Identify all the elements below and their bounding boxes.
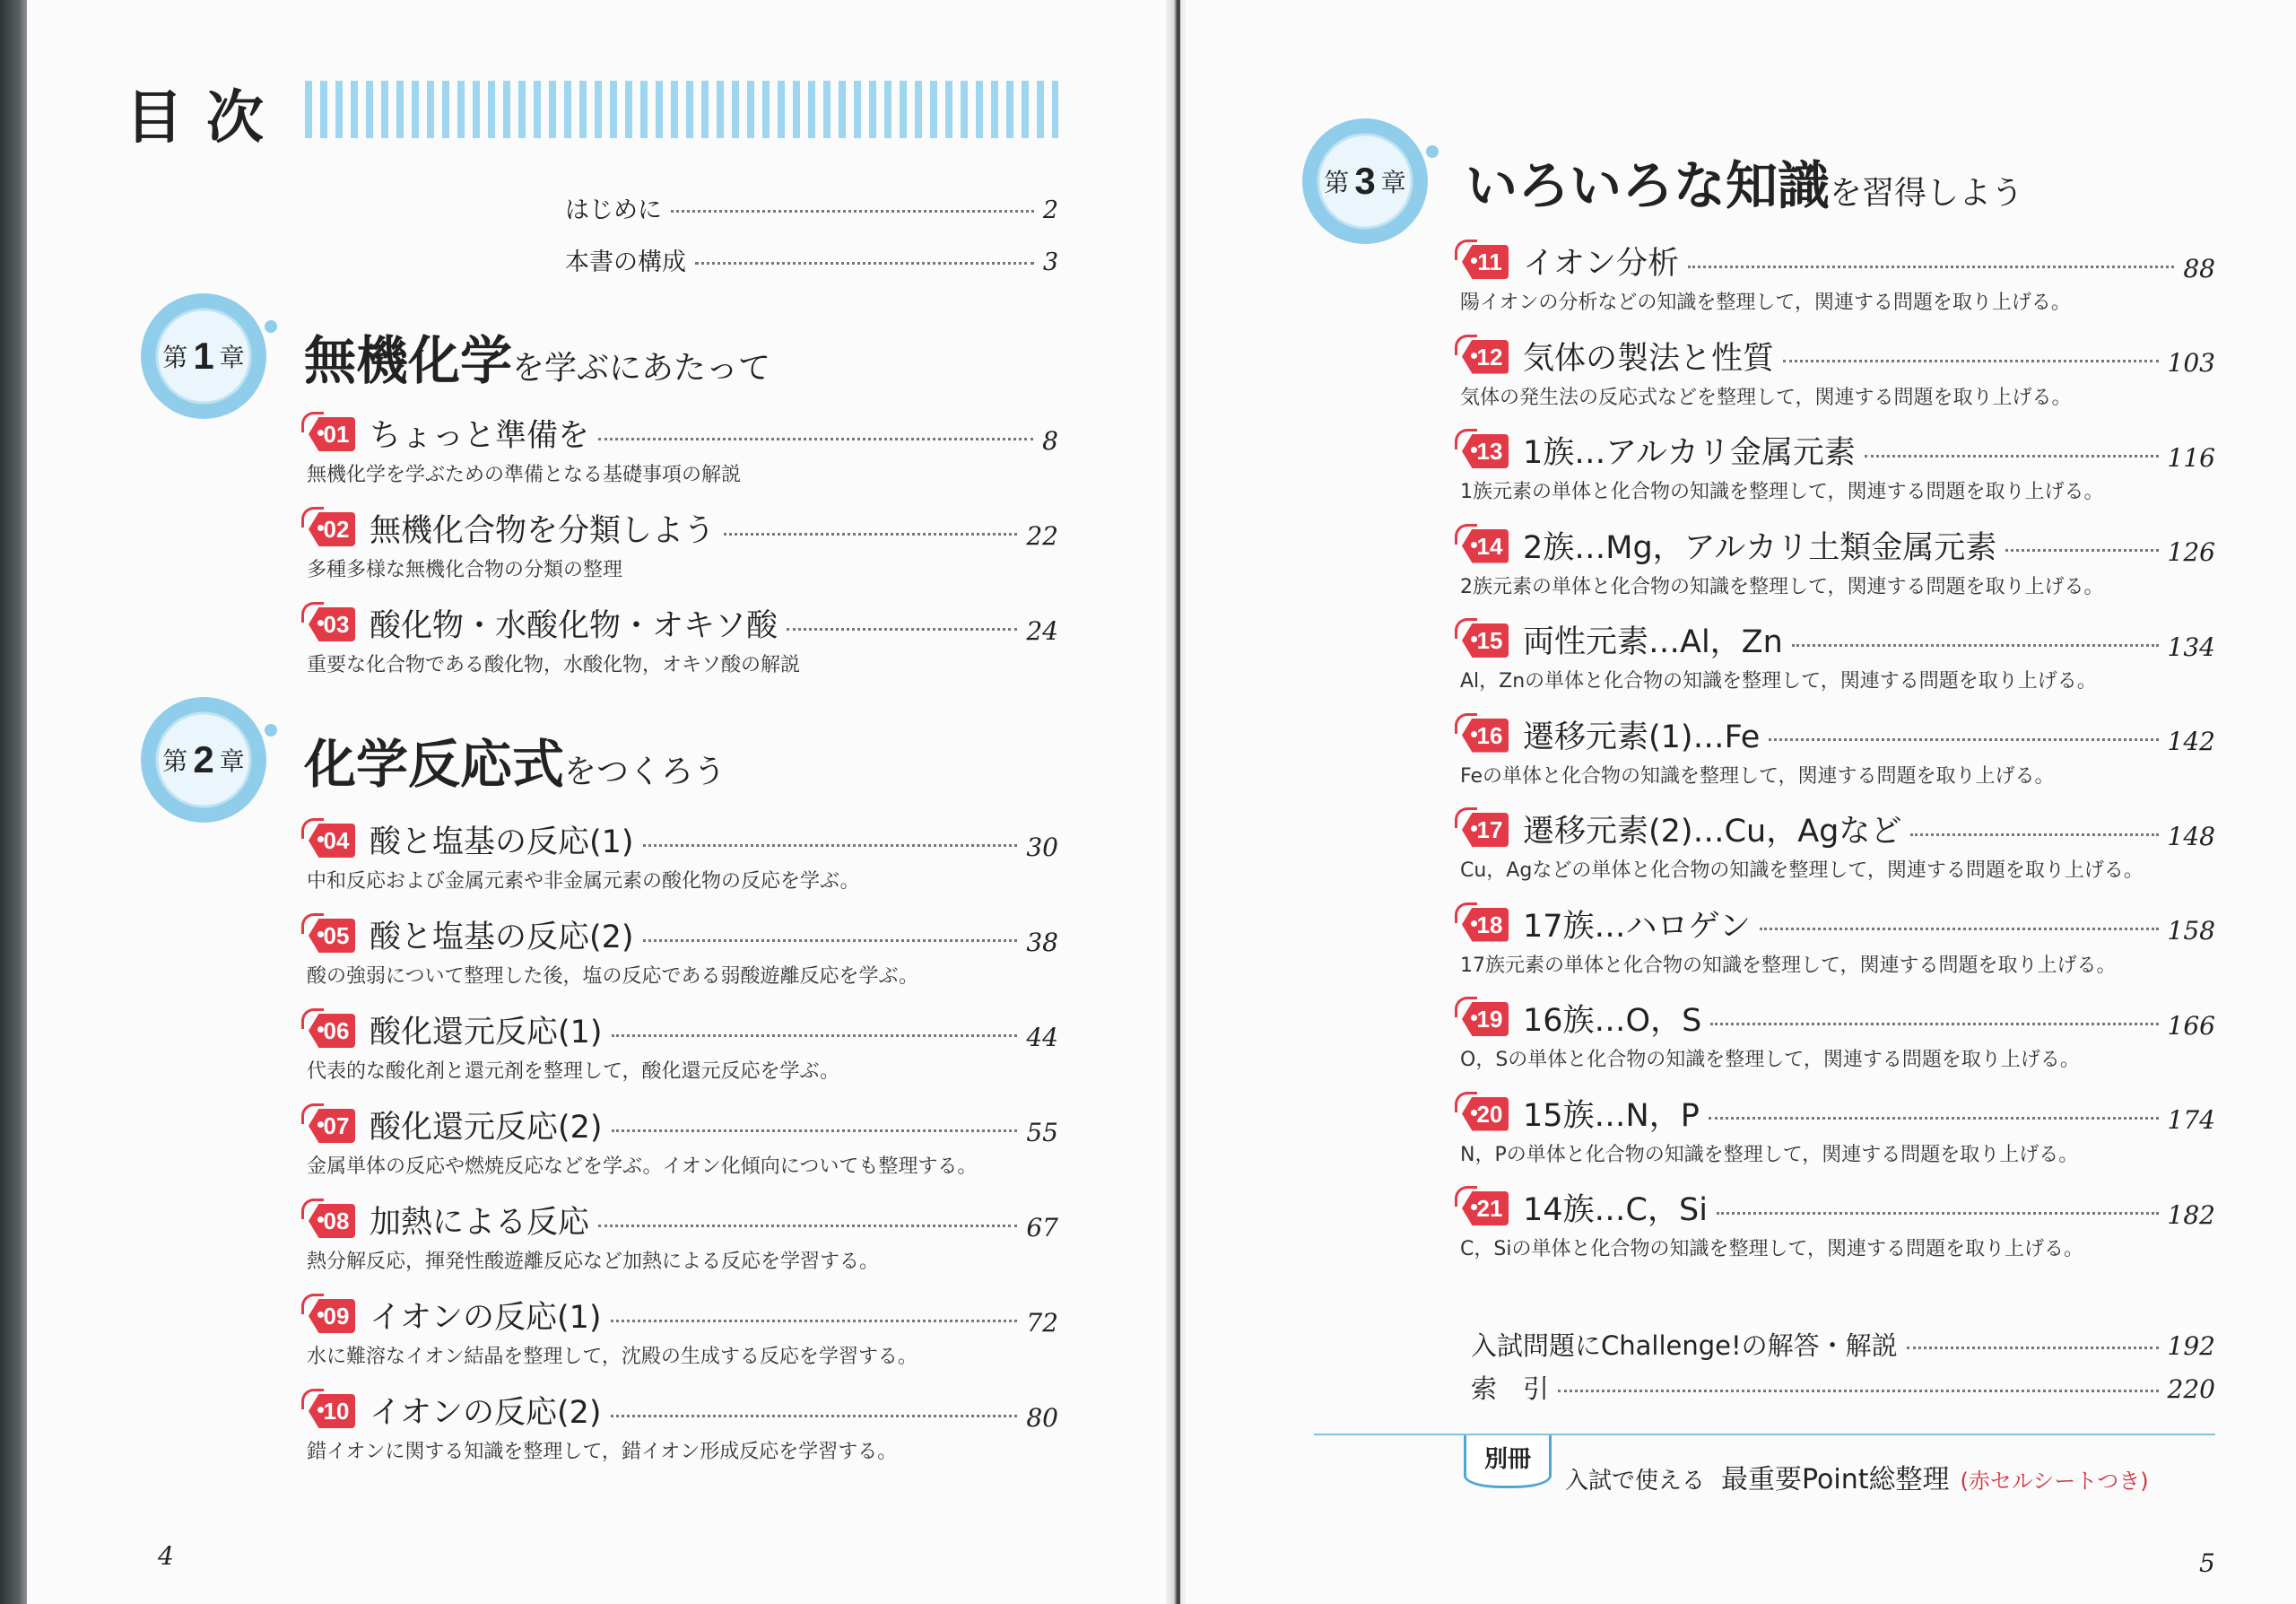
misc-row[interactable] <box>1471 1326 2215 1363</box>
toc-entry[interactable] <box>1455 996 2215 1072</box>
section-number-tag-icon: 02 <box>301 510 355 546</box>
leader-dots <box>1792 644 2159 647</box>
entry-description: 錯イオンに関する知識を整理して，錯イオン形成反応を学習する。 <box>307 1441 898 1463</box>
leader-dots <box>598 438 1033 440</box>
leader-dots <box>611 1415 1018 1417</box>
page-ref: 134 <box>2167 632 2215 662</box>
leader-dots <box>1558 1390 2159 1392</box>
entry-description: N，Pの単体と化合物の知識を整理して，関連する問題を取り上げる。 <box>1460 1143 2079 1166</box>
entry-title: 14族…C，Si <box>1523 1192 1708 1228</box>
misc-label: 入試問題にChallenge!の解答・解説 <box>1471 1330 1898 1361</box>
section-number-tag-icon: 10 <box>301 1392 355 1428</box>
leader-dots <box>724 533 1017 536</box>
entry-title: 酸と塩基の反応(2) <box>370 920 634 955</box>
chapter-title: 無機化学を学ぶにあたって <box>304 330 771 391</box>
page-ref: 182 <box>2167 1199 2215 1230</box>
leader-dots <box>1710 1023 2158 1025</box>
entry-title: 気体の製法と性質 <box>1523 340 1775 377</box>
leader-dots <box>1709 1117 2159 1120</box>
leader-dots <box>1783 360 2159 362</box>
entry-description: 中和反応および金属元素や非金属元素の酸化物の反応を学ぶ。 <box>307 870 860 893</box>
entry-title: 16族…O，S <box>1523 1003 1702 1039</box>
book-edge <box>0 0 27 1604</box>
leader-dots <box>643 939 1018 942</box>
toc-entry[interactable] <box>1455 334 2215 410</box>
entry-description: Feの単体と化合物の知識を整理して，関連する問題を取り上げる。 <box>1460 764 2055 788</box>
toc-entry[interactable] <box>301 411 1058 487</box>
chapter-2-heading[interactable] <box>141 697 726 823</box>
entry-description: 重要な化合物である酸化物，水酸化物，オキソ酸の解説 <box>307 654 801 676</box>
leader-dots <box>598 1225 1017 1227</box>
entry-title: 遷移元素(2)…Cu，Agなど <box>1523 814 1902 850</box>
chapter-badge: 第 1 章 <box>141 293 266 419</box>
leader-dots <box>695 262 1034 265</box>
section-number-tag-icon: 11 <box>1455 243 1509 279</box>
leader-dots <box>643 844 1018 847</box>
entry-description: 陽イオンの分析などの知識を整理して，関連する問題を取り上げる。 <box>1460 292 2071 314</box>
entry-title: 無機化合物を分類しよう <box>370 513 716 549</box>
chapter-1-heading[interactable] <box>141 293 770 419</box>
bessatsu-label: 別冊 <box>1483 1446 1531 1473</box>
page-ref: 166 <box>2167 1010 2215 1041</box>
section-number-tag-icon: 04 <box>301 822 355 858</box>
section-number-tag-icon: 06 <box>301 1012 355 1048</box>
page-ref: 88 <box>2183 253 2215 283</box>
leader-dots <box>611 1320 1018 1322</box>
page-ref: 174 <box>2167 1105 2215 1135</box>
page-ref: 72 <box>1026 1307 1058 1338</box>
page-ref: 148 <box>2167 821 2215 851</box>
entry-title: 加熱による反応 <box>370 1205 590 1241</box>
page-ref: 158 <box>2167 916 2215 946</box>
misc-row[interactable] <box>1471 1369 2215 1406</box>
entry-description: 代表的な酸化剤と還元剤を整理して，酸化還元反応を学ぶ。 <box>307 1060 840 1083</box>
intro-label: 本書の構成 <box>565 248 686 276</box>
section-number-tag-icon: 01 <box>301 415 355 451</box>
entry-description: 気体の発生法の反応式などを整理して，関連する問題を取り上げる。 <box>1460 386 2072 409</box>
toc-entry[interactable] <box>1455 1185 2215 1261</box>
toc-intro-row[interactable] <box>565 242 1058 277</box>
page-ref: 2 <box>1042 196 1058 224</box>
toc-entry[interactable] <box>301 506 1058 582</box>
chapter-badge: 第 2 章 <box>141 697 266 823</box>
page-ref: 24 <box>1026 615 1058 646</box>
page-number-right: 5 <box>2199 1548 2215 1578</box>
entry-description: 17族元素の単体と化合物の知識を整理して，関連する問題を取り上げる。 <box>1460 954 2117 977</box>
toc-entry[interactable] <box>301 1103 1058 1179</box>
leader-dots <box>1907 1347 2159 1349</box>
entry-description: 2族元素の単体と化合物の知識を整理して，関連する問題を取り上げる。 <box>1460 575 2104 598</box>
section-number-tag-icon: 05 <box>301 917 355 953</box>
toc-entry[interactable] <box>301 1293 1058 1369</box>
title-stripes <box>305 81 1058 138</box>
entry-description: Al，Znの単体と化合物の知識を整理して，関連する問題を取り上げる。 <box>1460 670 2097 693</box>
leader-dots <box>1717 1212 2159 1215</box>
section-number-tag-icon: 12 <box>1455 338 1509 374</box>
chapter-title: いろいろな知識を習得しよう <box>1465 155 2024 216</box>
toc-entry[interactable] <box>301 1198 1058 1274</box>
page-ref: 22 <box>1026 520 1058 551</box>
section-number-tag-icon: 03 <box>301 606 355 641</box>
entry-title: イオンの反応(1) <box>370 1300 602 1336</box>
section-number-tag-icon: 16 <box>1455 717 1509 753</box>
section-number-tag-icon: 17 <box>1455 811 1509 847</box>
leader-dots <box>787 628 1017 631</box>
section-number-tag-icon: 20 <box>1455 1095 1509 1131</box>
entry-title: 遷移元素(1)…Fe <box>1523 719 1761 755</box>
toc-entry[interactable] <box>1455 712 2215 789</box>
section-number-tag-icon: 08 <box>301 1202 355 1238</box>
gutter-line <box>1177 0 1180 1604</box>
page-ref: 55 <box>1026 1117 1058 1147</box>
entry-title: 両性元素…Al，Zn <box>1523 624 1783 660</box>
toc-entry[interactable] <box>1455 523 2215 599</box>
entry-title: 1族…アルカリ金属元素 <box>1523 435 1856 471</box>
entry-description: 酸の強弱について整理した後，塩の反応である弱酸遊離反応を学ぶ。 <box>307 965 919 988</box>
chapter-3-heading[interactable] <box>1302 118 2023 244</box>
leader-dots <box>1688 266 2174 268</box>
page-ref: 220 <box>2167 1374 2215 1404</box>
page-ref: 8 <box>1042 425 1058 456</box>
page-ref: 142 <box>2167 727 2215 756</box>
leader-dots <box>1910 833 2158 836</box>
toc-entry[interactable] <box>301 1388 1058 1464</box>
entry-title: 2族…Mg，アルカリ土類金属元素 <box>1523 529 1997 566</box>
toc-entry[interactable] <box>301 1007 1058 1084</box>
entry-title: 17族…ハロゲン <box>1523 908 1751 945</box>
chapter-badge: 第 3 章 <box>1302 118 1428 244</box>
section-number-tag-icon: 14 <box>1455 527 1509 563</box>
page-ref: 30 <box>1026 832 1058 862</box>
entry-description: 水に難溶なイオン結晶を整理して，沈殿の生成する反応を学習する。 <box>307 1346 918 1368</box>
toc-title: 目次 <box>126 85 287 152</box>
section-divider <box>1314 1434 2215 1435</box>
toc-entry[interactable] <box>301 817 1058 894</box>
entry-title: ちょっと準備を <box>370 418 590 454</box>
entry-description: C，Siの単体と化合物の知識を整理して，関連する問題を取り上げる。 <box>1460 1238 2084 1260</box>
page-ref: 67 <box>1026 1212 1058 1242</box>
toc-intro-row[interactable] <box>565 190 1058 225</box>
bessatsu-description <box>1565 1457 2149 1496</box>
entry-title: 酸化還元反応(2) <box>370 1110 603 1146</box>
section-number-tag-icon: 15 <box>1455 622 1509 658</box>
section-number-tag-icon: 13 <box>1455 432 1509 468</box>
toc-entry[interactable] <box>301 912 1058 989</box>
leader-dots <box>2005 549 2158 552</box>
leader-dots <box>612 1129 1018 1132</box>
chapter-title: 化学反応式をつくろう <box>304 734 726 795</box>
entry-description: 多種多様な無機化合物の分類の整理 <box>307 559 623 581</box>
toc-entry[interactable] <box>1455 806 2215 883</box>
page-ref: 116 <box>2167 442 2215 473</box>
book-gutter <box>1166 0 1186 1604</box>
page-ref: 3 <box>1042 248 1058 276</box>
bessatsu-book-icon <box>1464 1435 1552 1488</box>
section-number-tag-icon: 18 <box>1455 906 1509 942</box>
entry-description: 熱分解反応，揮発性酸遊離反応など加熱による反応を学習する。 <box>307 1251 880 1273</box>
misc-label: 索 引 <box>1471 1373 1550 1404</box>
toc-entry[interactable] <box>1455 902 2215 978</box>
section-number-tag-icon: 07 <box>301 1107 355 1143</box>
bessatsu-note: (赤セルシートつき) <box>1960 1469 2149 1494</box>
toc-entry[interactable] <box>301 601 1058 677</box>
page-ref: 80 <box>1026 1402 1058 1433</box>
entry-title: 酸化還元反応(1) <box>370 1015 603 1050</box>
leader-dots <box>612 1034 1018 1037</box>
page-ref: 126 <box>2167 537 2215 567</box>
toc-entry[interactable] <box>1455 617 2215 693</box>
leader-dots <box>1769 738 2158 741</box>
leader-dots <box>1760 928 2159 930</box>
page-ref: 192 <box>2167 1331 2215 1361</box>
intro-label: はじめに <box>565 196 662 224</box>
section-number-tag-icon: 21 <box>1455 1190 1509 1225</box>
leader-dots <box>1865 455 2159 458</box>
toc-entry[interactable] <box>1455 239 2215 315</box>
entry-description: 金属単体の反応や燃焼反応などを学ぶ。イオン化傾向についても整理する。 <box>307 1155 978 1178</box>
section-number-tag-icon: 19 <box>1455 1000 1509 1036</box>
entry-title: イオンの反応(2) <box>370 1395 602 1431</box>
entry-title: 酸と塩基の反応(1) <box>370 824 634 860</box>
section-number-tag-icon: 09 <box>301 1297 355 1333</box>
entry-description: Cu，Agなどの単体と化合物の知識を整理して，関連する問題を取り上げる。 <box>1460 859 2144 882</box>
toc-entry[interactable] <box>1455 428 2215 504</box>
toc-entry[interactable] <box>1455 1091 2215 1167</box>
bessatsu-lead: 入試で使える <box>1565 1468 1706 1495</box>
entry-description: 無機化学を学ぶための準備となる基礎事項の解説 <box>307 464 742 486</box>
page-ref: 44 <box>1026 1022 1058 1052</box>
page-ref: 38 <box>1026 927 1058 957</box>
entry-title: イオン分析 <box>1523 246 1679 282</box>
entry-title: 酸化物・水酸化物・オキソ酸 <box>370 608 778 644</box>
entry-description: O，Sの単体と化合物の知識を整理して，関連する問題を取り上げる。 <box>1460 1049 2080 1071</box>
leader-dots <box>671 210 1034 213</box>
page-ref: 103 <box>2167 348 2215 378</box>
bessatsu-main: 最重要Point総整理 <box>1721 1464 1950 1495</box>
entry-title: 15族…N，P <box>1523 1097 1700 1134</box>
page-number-left: 4 <box>158 1541 174 1571</box>
entry-description: 1族元素の単体と化合物の知識を整理して，関連する問題を取り上げる。 <box>1460 481 2104 503</box>
